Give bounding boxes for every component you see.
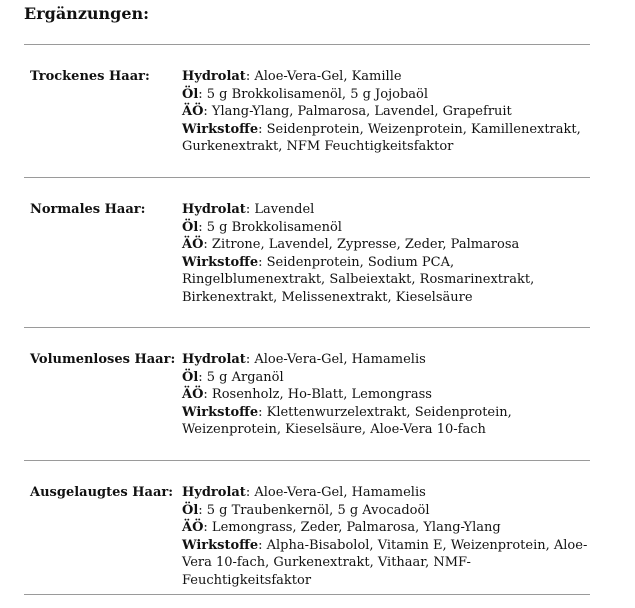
- entry-key: Hydrolat: [182, 69, 246, 84]
- entry-value: : Klettenwurzelextrakt, Seidenprotein, Weizenprotein, Kieselsäure, Aloe-Vera 10-fach: [182, 404, 512, 437]
- entry-aetherische-oele: [182, 519, 590, 537]
- entry-aetherische-oele: [182, 236, 590, 254]
- section-body: [182, 68, 590, 156]
- entry-value: : Lavendel: [245, 202, 315, 217]
- entry-value: : Rosenholz, Ho-Blatt, Lemongrass: [203, 387, 432, 402]
- entry-key: Wirkstoffe: [182, 404, 259, 420]
- entry-hydrolat: [182, 68, 590, 86]
- entry-key: Hydrolat: [182, 352, 246, 367]
- section-body: [182, 484, 590, 589]
- entry-key: Wirkstoffe: [182, 537, 259, 553]
- entry-key: Öl: [182, 86, 199, 102]
- entry-aetherische-oele: [182, 103, 590, 121]
- entry-hydrolat: [182, 201, 590, 219]
- divider: [24, 594, 590, 595]
- section-label: Trockenes Haar:: [30, 69, 150, 84]
- entry-value: : 5 g Brokkolisamenöl, 5 g Jojobaöl: [198, 86, 428, 102]
- entry-key: Wirkstoffe: [182, 254, 259, 270]
- entry-value: : 5 g Arganöl: [198, 369, 284, 385]
- section-label: Volumenloses Haar:: [30, 352, 176, 367]
- entry-value: : Aloe-Vera-Gel, Hamamelis: [245, 352, 426, 367]
- entry-key: Öl: [182, 502, 199, 518]
- entry-key: Wirkstoffe: [182, 121, 259, 137]
- entry-value: : 5 g Brokkolisamenöl: [198, 219, 342, 235]
- entry-wirkstoffe: [182, 254, 590, 307]
- entry-value: : Alpha-Bisabolol, Vitamin E, Weizenprotein, Aloe-Vera 10-fach, Gurkenextrakt, Vithaar, NMF-Feuchtigkeitsfaktor: [182, 537, 588, 588]
- entry-wirkstoffe: [182, 404, 590, 439]
- entry-key: ÄÖ: [182, 104, 204, 119]
- entry-key: ÄÖ: [182, 387, 204, 402]
- entry-value: : Aloe-Vera-Gel, Kamille: [245, 69, 402, 84]
- entry-value: : Aloe-Vera-Gel, Hamamelis: [245, 485, 426, 500]
- divider: [24, 44, 590, 45]
- entry-key: Öl: [182, 219, 199, 235]
- entry-oel: [182, 369, 590, 387]
- entry-key: Öl: [182, 369, 199, 385]
- entry-oel: [182, 502, 590, 520]
- entry-hydrolat: [182, 484, 590, 502]
- entry-value: : Ylang-Ylang, Palmarosa, Lavendel, Grapefruit: [203, 104, 512, 119]
- section-label: Normales Haar:: [30, 202, 146, 217]
- entry-oel: [182, 219, 590, 237]
- entry-aetherische-oele: [182, 386, 590, 404]
- section-body: [182, 201, 590, 306]
- section-label: Ausgelaugtes Haar:: [30, 485, 174, 500]
- section-body: [182, 351, 590, 439]
- entry-hydrolat: [182, 351, 590, 369]
- entry-value: : Seidenprotein, Weizenprotein, Kamillenextrakt, Gurkenextrakt, NFM Feuchtigkeitsfaktor: [182, 121, 581, 154]
- entry-value: : Lemongrass, Zeder, Palmarosa, Ylang-Ylang: [203, 520, 501, 535]
- entry-value: : 5 g Traubenkernöl, 5 g Avocadoöl: [198, 502, 430, 518]
- entry-key: Hydrolat: [182, 202, 246, 217]
- entry-key: ÄÖ: [182, 237, 204, 252]
- divider: [24, 460, 590, 461]
- entry-key: ÄÖ: [182, 520, 204, 535]
- entry-key: Hydrolat: [182, 485, 246, 500]
- page-title: Ergänzungen:: [24, 4, 150, 23]
- entry-wirkstoffe: [182, 121, 590, 156]
- entry-value: : Seidenprotein, Sodium PCA, Ringelblumenextrakt, Salbeiextakt, Rosmarinextrakt, Birkenextrakt, Melissenextrakt, Kieselsäure: [182, 254, 535, 305]
- entry-value: : Zitrone, Lavendel, Zypresse, Zeder, Palmarosa: [203, 237, 520, 252]
- entry-wirkstoffe: [182, 537, 590, 590]
- entry-oel: [182, 86, 590, 104]
- divider: [24, 177, 590, 178]
- divider: [24, 327, 590, 328]
